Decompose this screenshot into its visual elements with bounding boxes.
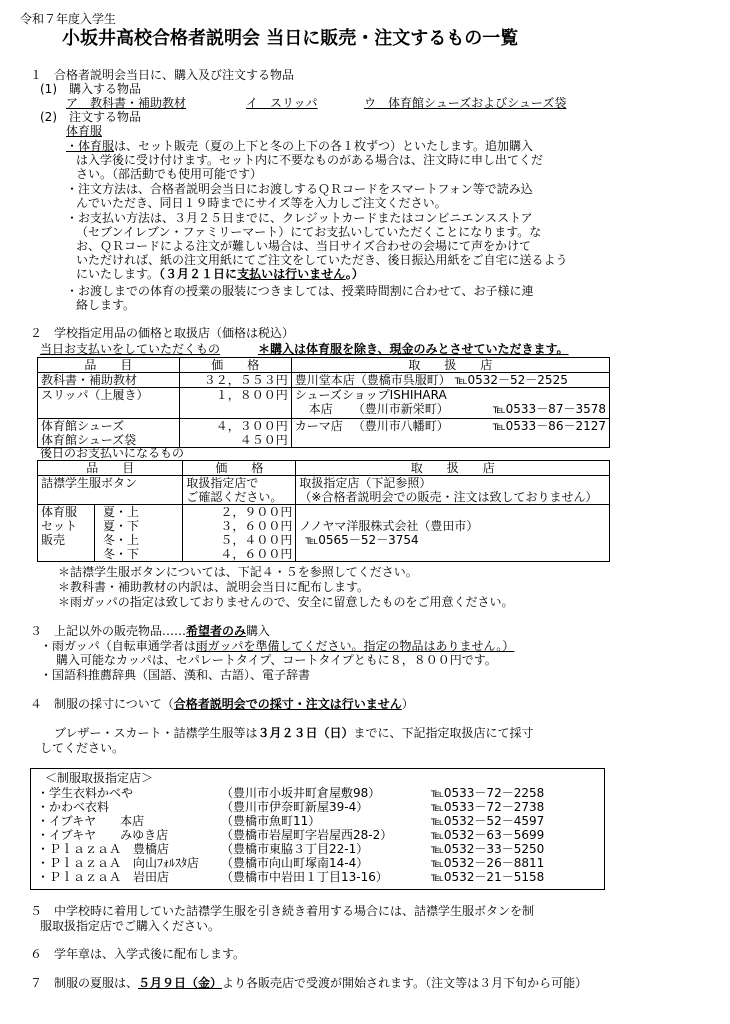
- s1-para1-line3: さい。（部活動でも使用可能です）: [76, 167, 263, 181]
- s1-para4-line1: ・お渡しまでの体育の授業の服装につきましては、授業時間割に合わせて、お子様に連: [66, 284, 534, 298]
- s1-sub1: (1) 購入する物品: [40, 82, 141, 96]
- s2-heading: ２ 学校指定用品の価格と取扱店（価格は税込）: [30, 326, 295, 340]
- s1-gym-head: 体育服: [66, 124, 103, 138]
- s5-line1: ５ 中学校時に着用していた詰襟学生服を引き続き着用する場合には、詰襟学生服ボタンを制: [30, 904, 535, 918]
- s2-cash-note: ＊購入は体育服を除き、現金のみとさせていただきます。: [258, 342, 569, 356]
- table-row: 夏・下 ３，６００円: [38, 519, 610, 533]
- s1-para3-line1: ・お支払い方法は、３月２５日までに、クレジットカードまたはコンビニエンスストア: [66, 211, 533, 225]
- s1-item-u: ウ 体育館シューズおよびシューズ袋: [364, 96, 567, 110]
- s1-para1-line1: ・体育服は、セット販売（夏の上下と冬の上下の各１枚ずつ）といたします。追加購入: [66, 139, 534, 153]
- table-row: 体育館シューズ 体育館シューズ袋 ４，３００円 ４５０円 カーマ店 （豊川市八幡町） ℡0533－86－2127: [38, 419, 610, 448]
- price-table-later: [37, 460, 610, 562]
- s7-line1: ７ 制服の夏服は、５月９日（金）より各販売店で受渡が開始されます。（注文等は３月下旬から可能）: [30, 976, 588, 990]
- s5-line2: 服取扱指定店でご購入ください。: [40, 919, 221, 933]
- s1-para1-line2: は入学後に受け付けます。セット内に不要なものがある場合は、注文時に申し出てくだ: [76, 153, 544, 167]
- list-item: ・イブキヤ 本店 （豊橋市魚町11） ℡0532－52－4597: [37, 814, 545, 828]
- s4-para-line1: ブレザー・スカート・詰襟学生服等は３月２３日（日）までに、下記指定取扱店にて採寸: [54, 726, 534, 740]
- s4-heading: ４ 制服の採寸について（合格者説明会での採寸・注文は行いません）: [30, 697, 414, 711]
- s2-note: ＊雨ガッパの指定は致しておりませんので、安全に留意したものをご用意ください。: [58, 595, 514, 609]
- s3-line1: ・雨ガッパ（自転車通学者は雨ガッパを準備してください。指定の物品はありません。）: [40, 639, 515, 653]
- table-row: 体育服 セット 販売 夏・上 ２，９００円 ノノヤマ洋服株式会社（豊田市） ℡0565－52－3754: [38, 505, 610, 520]
- uniform-shop-box: [30, 768, 605, 890]
- list-item: ・ＰｌａｚａＡ 岩田店 （豊橋市中岩田１丁目13-16） ℡0532－21－5158: [37, 870, 545, 884]
- price-table-today: [37, 357, 610, 448]
- s1-para3-line2: （セブンイレブン・ファミリーマート）にてお支払いしていただくことになります。な: [76, 225, 542, 239]
- s3-heading: ３ 上記以外の販売物品……希望者のみ購入: [30, 624, 271, 638]
- s2-note: ＊詰襟学生服ボタンについては、下記４・５を参照してください。: [58, 565, 418, 579]
- s2-sub-a: 当日お支払いをしていただくもの: [40, 342, 221, 356]
- s6-line1: ６ 学年章は、入学式後に配布します。: [30, 947, 246, 961]
- s1-para2-line2: んでいただき、同日１９時までにサイズ等を入力しご注文ください。: [76, 196, 447, 210]
- s4-para-line2: してください。: [40, 741, 125, 755]
- page-title: 小坂井高校合格者説明会 当日に販売・注文するもの一覧: [62, 28, 519, 49]
- table-row: スリッパ（上履き） １，８００円 シューズショップISHIHARA 本店 （豊川市新栄町） ℡0533－87－3578: [38, 388, 610, 419]
- s1-sub2: (2) 注文する物品: [40, 110, 141, 124]
- s1-para3-line5: にいたします。（３月２１日に支払いは行いません。）: [76, 267, 364, 281]
- list-item: ・かわべ衣料 （豊川市伊奈町新屋39-4） ℡0533－72－2738: [37, 800, 545, 814]
- year-note: 令和７年度入学生: [20, 12, 117, 26]
- s1-heading: １ 合格者説明会当日に、購入及び注文する物品: [30, 68, 295, 82]
- s1-para4-line2: 絡します。: [76, 298, 136, 312]
- table-row: 教科書・補助教材 ３２，５５３円 豊川堂本店（豊橋市呉服町） ℡0532－52－2525: [38, 373, 610, 388]
- list-item: ・ＰｌａｚａＡ 向山ﾌｫﾙｽﾀ店 （豊橋市向山町塚南14-4） ℡0532－26－8811: [37, 856, 545, 870]
- table-row: 冬・下 ４，６００円: [38, 547, 610, 562]
- summer-uniform-date: ５月９日（金）: [138, 976, 223, 990]
- s3-line3: ・国語科推薦辞典（国語、漢和、古語）、電子辞書: [40, 668, 311, 682]
- s3-line2: 購入可能なカッパは、セパレートタイプ、コートタイプともに８，８００円です。: [56, 653, 497, 667]
- table-row: 詰襟学生服ボタン 取扱指定店で ご確認ください。 取扱指定店（下記参照） （※合格者説明会での販売・注文は致しておりません）: [38, 476, 610, 505]
- s2-note: ＊教科書・補助教材の内訳は、説明会当日に配布します。: [58, 580, 370, 594]
- gym-clothes-term: ・体育服: [66, 139, 115, 153]
- s1-para2-line1: ・注文方法は、合格者説明会当日にお渡しするＱＲコードをスマートフォン等で読み込: [66, 182, 533, 196]
- list-item: ・イブキヤ みゆき店 （豊橋市岩屋町字岩屋西28-2） ℡0532－63－5699: [37, 828, 545, 842]
- no-payment-note: 支払いは行いません: [237, 267, 346, 281]
- table-row: 冬・上 ５，４００円: [38, 533, 610, 547]
- list-item: ・ＰｌａｚａＡ 豊橋店 （豊橋市東脇３丁目22-1） ℡0532－33－5250: [37, 842, 545, 856]
- uniform-shop-box-title: ＜制服取扱指定店＞: [45, 771, 154, 785]
- list-item: ・学生衣料かべや （豊川市小坂井町倉屋敷98） ℡0533－72－2258: [37, 786, 545, 800]
- table-header-row: 品 目 価 格 取 扱 店: [38, 358, 610, 373]
- s1-item-i: イ スリッパ: [246, 96, 318, 110]
- table-header-row: 品 目 価 格 取 扱 店: [38, 461, 610, 476]
- s1-item-a: ア 教科書・補助教材: [66, 96, 187, 110]
- s1-para3-line4: いただければ、紙の注文用紙にてご注文をしていただき、後日振込用紙をご自宅に送るよう: [76, 253, 568, 267]
- s1-para3-line3: お、ＱＲコードによる注文が難しい場合は、当日サイズ合わせの会場にて声をかけて: [76, 239, 532, 253]
- s2-sub-b: 後日のお支払いになるもの: [40, 446, 185, 460]
